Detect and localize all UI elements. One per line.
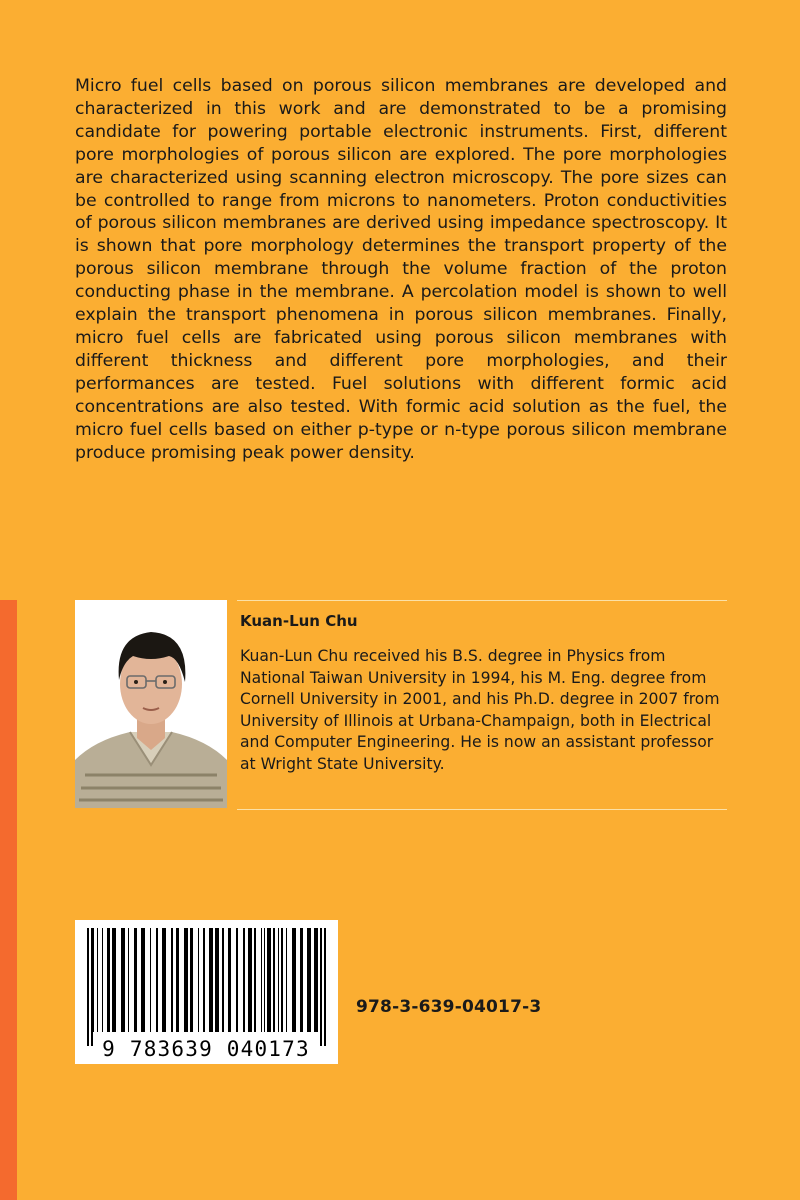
barcode-bar [93, 928, 94, 1032]
barcode-bar [307, 928, 311, 1032]
barcode-bar [91, 928, 93, 1046]
author-bio: Kuan-Lun Chu received his B.S. degree in Physics from National Taiwan University in 1994, his M. Eng. degree from Cornell University in 2001, and his Ph.D. degree in 2007 from University of Illinois at Urbana-Champaign, both in Electrical and Computer Engineering. He is now an assistant professor at Wright State University. [240, 647, 720, 773]
author-photo [75, 600, 227, 808]
barcode-bar [254, 928, 256, 1032]
barcode-bar [215, 928, 219, 1032]
author-name: Kuan-Lun Chu [240, 612, 358, 630]
barcode-bar [128, 928, 129, 1032]
author-section [75, 600, 727, 810]
barcode-bar [184, 928, 188, 1032]
barcode-bar [102, 928, 103, 1032]
barcode-bar [300, 928, 303, 1032]
barcode-bar [141, 928, 145, 1032]
isbn-barcode [75, 920, 338, 1064]
barcode-bar [162, 928, 166, 1032]
barcode-bar [97, 928, 98, 1032]
isbn-number: 978-3-639-04017-3 [356, 997, 542, 1017]
author-portrait-icon [75, 600, 227, 808]
barcode-bar [222, 928, 224, 1032]
barcode-bars [75, 920, 338, 1064]
barcode-bar [228, 928, 231, 1032]
barcode-bar [320, 928, 322, 1046]
barcode-bar [190, 928, 193, 1032]
barcode-bar [248, 928, 252, 1032]
barcode-bar [176, 928, 179, 1032]
barcode-bar [198, 928, 199, 1032]
barcode-bar [314, 928, 318, 1032]
barcode-bar [243, 928, 245, 1032]
author-rule-top [237, 600, 727, 601]
barcode-bar [273, 928, 275, 1032]
barcode-bar [209, 928, 213, 1032]
barcode-bar [107, 928, 110, 1032]
barcode-bar [236, 928, 238, 1032]
barcode-bar [150, 928, 151, 1032]
barcode-bar [292, 928, 296, 1032]
barcode-bar [121, 928, 125, 1032]
book-abstract: Micro fuel cells based on porous silicon membranes are developed and characterized in this work and are demonstrated to be a promising candidate for powering portable electronic instruments. First, different pore morphologies of porous silicon are explored. The pore morphologies are characterized using scanning electron microscopy. The pore sizes can be controlled to range from microns to nanometers. Proton conductivities of porous silicon membranes are derived using impedance spectroscopy. It is shown that pore morphology determines the transport property of the porous silicon membrane through the volume fraction of the proton conducting phase in the membrane. A percolation model is shown to well explain the transport phenomena in porous silicon membranes. Finally, micro fuel cells are fabricated using porous silicon membranes with different thickness and different pore morphologies, and their performances are tested. Fuel solutions with different formic acid concentrations are also tested. With formic acid solution as the fuel, the micro fuel cells based on either p-type or n-type porous silicon membrane produce promising peak power density. [75, 76, 727, 463]
barcode-bar [286, 928, 287, 1032]
barcode-bar [203, 928, 205, 1032]
barcode-bar [134, 928, 137, 1032]
barcode-bar [281, 928, 283, 1032]
spine-color-strip [0, 600, 17, 1200]
author-rule-bottom [237, 809, 727, 810]
barcode-bar [264, 928, 265, 1032]
barcode-bar [278, 928, 279, 1032]
barcode-bar [112, 928, 116, 1032]
barcode-digits: 9 783639 040173 [102, 1037, 310, 1061]
barcode-bar [171, 928, 173, 1032]
barcode-bar [324, 928, 326, 1046]
barcode-bar [156, 928, 158, 1032]
barcode-bar [267, 928, 271, 1032]
barcode-bar [87, 928, 89, 1046]
barcode-bar [261, 928, 262, 1032]
